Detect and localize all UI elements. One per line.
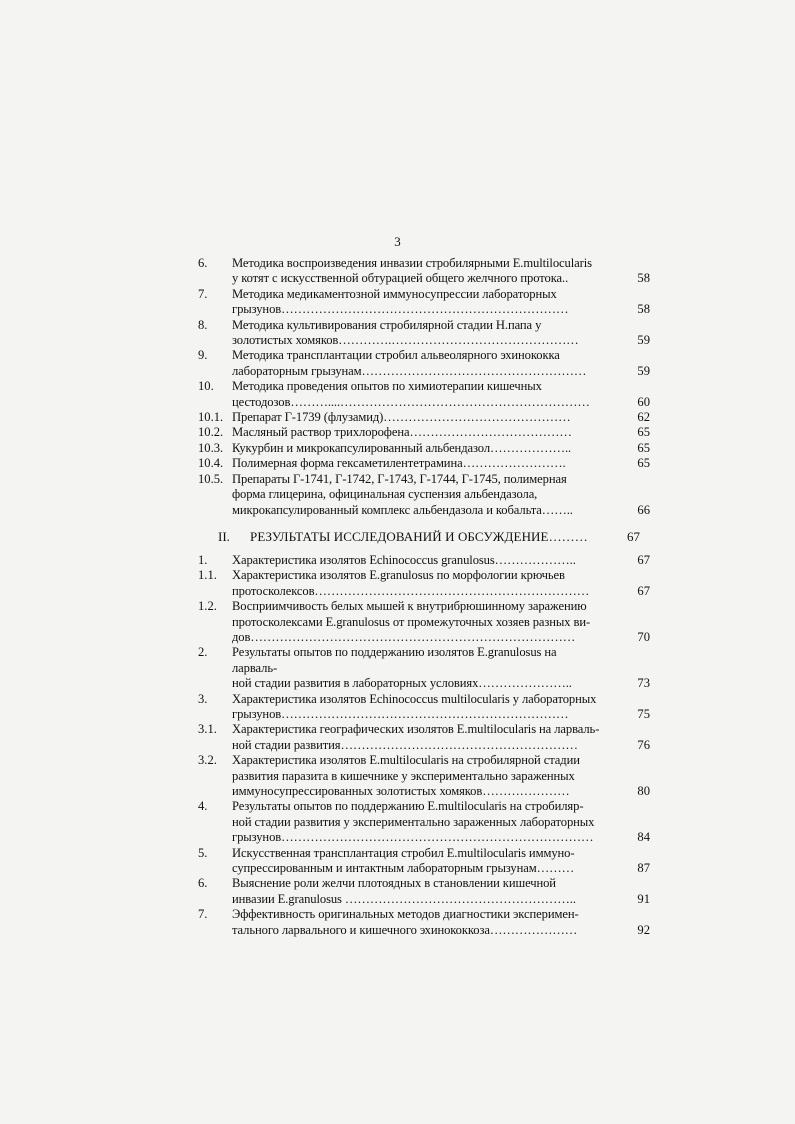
toc-entry-page: 59 [637,333,650,348]
toc-entry-number: 2. [198,645,208,660]
toc-entry-title [232,599,604,645]
toc-entry [0,379,795,410]
toc-entry-number: 6. [198,256,208,270]
toc-entry-line: Характеристика изолятов E.multilocularis на стробилярной стадии [232,753,580,768]
toc-entry-page: 62 [637,410,650,425]
toc-entry-number: 1.2. [198,599,217,614]
toc-entry-line: Характеристика изолятов Echinococcus multilocularis у лабораторных [232,691,597,706]
toc-entry-line: ной стадии развития………………………………………………… [232,737,578,752]
toc-entry-line: Методика трансплантации стробил альвеолярного эхинококка [232,348,560,363]
page-number: 3 [394,234,401,249]
toc-entry-number: 5. [198,845,208,860]
toc-entry-title [232,907,604,938]
toc-entry-title [232,379,604,410]
toc-entry [0,568,795,599]
toc-entry-line: Кукурбин и микрокапсулированный альбендазол……………….. [232,440,572,455]
toc-entry-page: 70 [637,629,650,644]
toc-entry-line: Характеристика изолятов E.granulosus по морфологии крючьев [232,568,565,583]
toc-entry-number: 10.1. [198,410,224,425]
toc-entry-line: Результаты опытов по поддержанию изолятов E.granulosus на ларваль- [232,645,557,675]
toc-entry-page: 58 [637,302,650,317]
toc-entry-line: у котят с искусственной обтурацией общего желчного протока.. [232,271,569,286]
toc-entry-line: развития паразита в кишечнике у экспериментально зараженных [232,768,575,783]
toc-entry-line: супрессированным и интактным лабораторным грызунам……… [232,861,575,876]
toc-entry [0,318,795,349]
section-title: РЕЗУЛЬТАТЫ ИССЛЕДОВАНИЙ И ОБСУЖДЕНИЕ……… [250,528,588,544]
toc-entry-line: Характеристика географических изолятов E.multilocularis на ларваль- [232,722,600,737]
toc-entry [0,348,795,379]
toc-entry-line: грызунов…………………………………………………………… [232,302,569,317]
toc-entry [0,799,795,845]
toc-entry-line: грызунов………………………………………………………………… [232,830,594,845]
toc-entry-title [232,256,604,287]
toc-entry-number: 10. [198,379,214,394]
toc-entry [0,553,795,568]
toc-entry-line: Полимерная форма гексаметилентетрамина……………………. [232,456,566,471]
toc-entry-title [232,568,604,599]
toc-entry-title [232,441,604,456]
toc-entry-title [232,876,604,907]
toc-entry-page: 76 [637,737,650,752]
toc-entry-title [232,318,604,349]
toc-part-2 [0,553,795,938]
section-page: 67 [627,528,640,544]
toc-entry-title [232,456,604,471]
toc-entry [0,722,795,753]
toc-entry-number: 9. [198,348,208,363]
toc-entry-page: 65 [637,440,650,455]
toc-entry-line: Препарат Г-1739 (флузамид)……………………………………… [232,410,571,425]
toc-entry-line: Методика медикаментозной иммуносупрессии лабораторных [232,286,557,301]
section-number: II. [218,528,230,544]
toc-entry-page: 66 [637,502,650,517]
toc-entry-title [232,692,604,723]
toc-entry-page: 58 [637,271,650,286]
toc-entry-line: дов…………………………………………………………………… [232,629,576,644]
toc-entry-line: иммуносупрессированных золотистых хомяков………………… [232,784,570,798]
toc-entry-line: Эффективность оригинальных методов диагностики эксперимен- [232,907,579,922]
toc-part-1 [0,256,795,518]
toc-entry-page: 91 [637,891,650,906]
toc-entry [0,692,795,723]
toc-entry-title [232,472,604,518]
toc-entry-line: ной стадии развития в лабораторных условиях………………….. [232,676,572,691]
toc-entry-page: 60 [637,394,650,409]
toc-entry [0,599,795,645]
toc-entry-line: микрокапсулированный комплекс альбендазола и кобальта…….. [232,502,573,517]
toc-entry-line: ной стадии развития у экспериментально зараженных лабораторных [232,814,595,829]
toc-entry [0,410,795,425]
toc-entry-number: 10.2. [198,425,224,440]
toc-entry-number: 3. [198,691,208,706]
toc-entry-line: Масляный раствор трихлорофена………………………………… [232,425,572,440]
toc-entry-title [232,287,604,318]
toc-entry-title [232,553,604,568]
toc-entry [0,876,795,907]
toc-entry-line: протосколексами E.granulosus от промежуточных хозяев разных ви- [232,614,591,629]
toc-entry-page: 73 [637,676,650,691]
toc-entry-number: 10.3. [198,440,224,455]
toc-entry [0,287,795,318]
toc-entry-number: 3.2. [198,753,217,768]
toc-entry-title [232,846,604,877]
toc-entry-page: 67 [637,583,650,598]
toc-entry-line: Выяснение роли желчи плотоядных в становлении кишечной [232,876,556,891]
toc-entry-page: 65 [637,456,650,471]
toc-entry-page: 67 [637,552,650,567]
toc-entry-page: 87 [637,861,650,876]
toc-entry-line: Методика воспроизведения инвазии стробилярными E.multilocularis [232,256,592,270]
table-of-contents [0,256,795,938]
toc-entry-title [232,753,604,799]
toc-entry [0,425,795,440]
toc-entry-line: инвазии E.granulosus ……………………………………………….. [232,891,576,906]
toc-entry-page: 80 [637,784,650,798]
toc-entry [0,256,795,287]
toc-entry [0,645,795,691]
toc-entry-title [232,722,604,753]
toc-entry-page: 59 [637,363,650,378]
toc-entry-line: Искусственная трансплантация стробил E.multilocularis иммуно- [232,845,575,860]
toc-entry-line: протосколексов………………………………………………………… [232,583,590,598]
toc-entry-line: лабораторным грызунам……………………………………………… [232,363,587,378]
toc-entry [0,472,795,518]
toc-entry-page: 92 [637,922,650,937]
toc-entry-number: 3.1. [198,722,217,737]
toc-entry-title [232,348,604,379]
toc-entry-number: 10.5. [198,471,224,486]
section-heading [0,529,795,545]
toc-entry [0,441,795,456]
toc-entry-line: форма глицерина, официнальная суспензия альбендазола, [232,487,538,502]
toc-entry-number: 1. [198,552,208,567]
toc-entry-page: 65 [637,425,650,440]
toc-entry-line: Препараты Г-1741, Г-1742, Г-1743, Г-1744, Г-1745, полимерная [232,471,567,486]
toc-entry-line: цестодозов………....…………………………………………………… [232,394,590,409]
toc-entry-line: Характеристика изолятов Echinococcus granulosus……………….. [232,552,576,567]
toc-entry [0,456,795,471]
toc-entry-number: 4. [198,799,208,814]
toc-entry-number: 10.4. [198,456,224,471]
toc-entry-number: 6. [198,876,208,891]
toc-entry-line: тального ларвального и кишечного эхинококкоза………………… [232,922,578,937]
toc-entry-number: 7. [198,907,208,922]
toc-entry-number: 1.1. [198,568,217,583]
toc-entry [0,907,795,938]
toc-entry-line: Результаты опытов по поддержанию E.multilocularis на стробиляр- [232,799,584,814]
toc-entry-title [232,425,604,440]
toc-entry-line: Восприимчивость белых мышей к внутрибрюшинному заражению [232,599,587,614]
toc-entry [0,753,795,799]
toc-entry-line: Методика проведения опытов по химиотерапии кишечных [232,379,542,394]
toc-entry [0,846,795,877]
toc-entry-title [232,410,604,425]
toc-entry-line: Методика культивирования стробилярной стадии H.папа у [232,317,542,332]
toc-entry-number: 7. [198,286,208,301]
toc-entry-line: грызунов…………………………………………………………… [232,706,569,721]
toc-entry-title [232,645,604,691]
toc-entry-page: 75 [637,706,650,721]
toc-entry-number: 8. [198,317,208,332]
toc-entry-page: 84 [637,830,650,845]
toc-entry-line: золотистых хомяков………….……………………………………… [232,333,579,348]
toc-entry-title [232,799,604,845]
